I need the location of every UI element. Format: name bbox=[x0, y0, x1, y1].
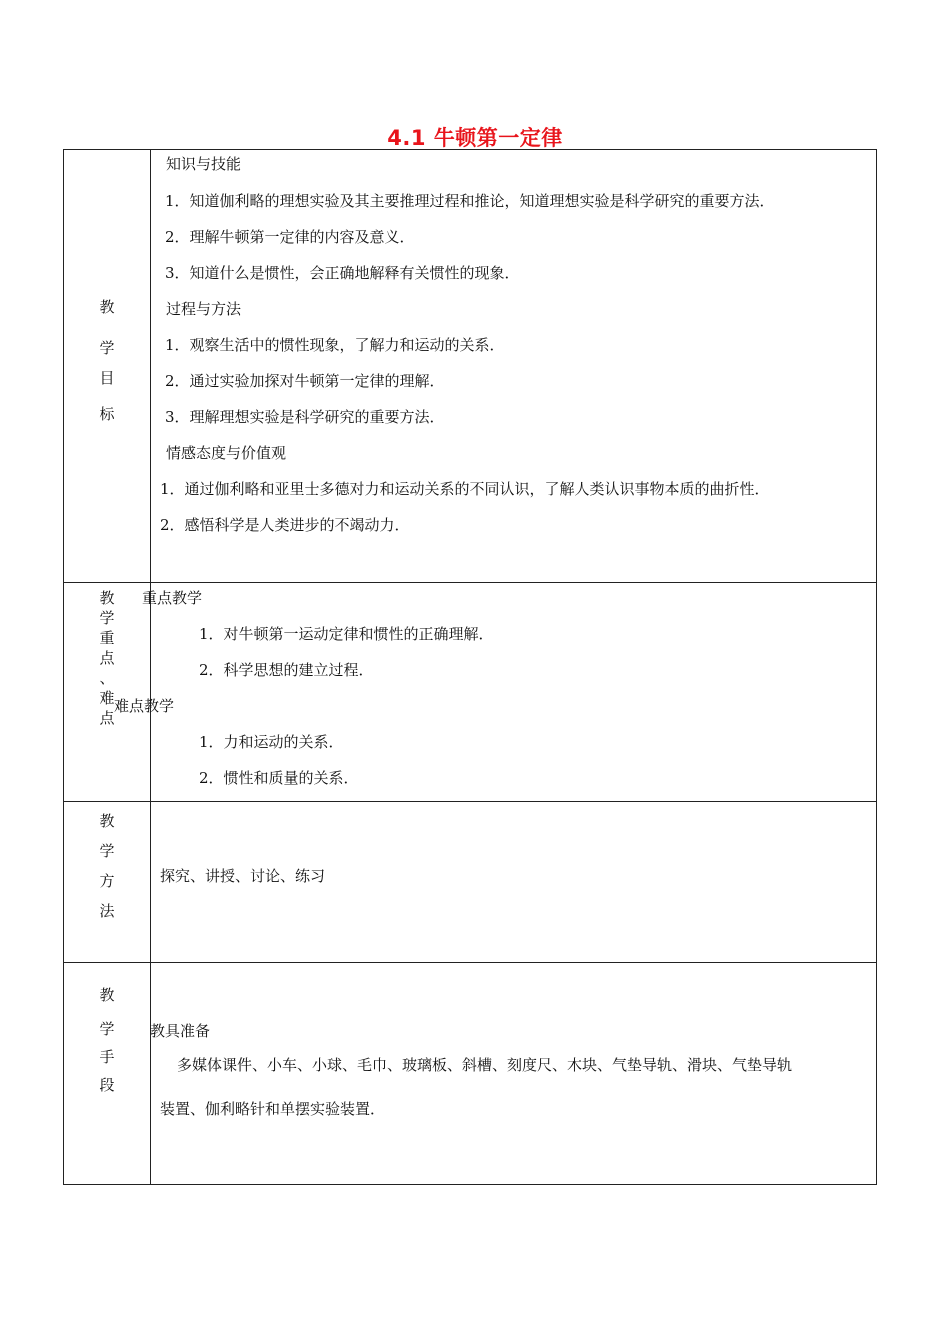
method-row bbox=[64, 801, 876, 963]
emotion-item: 1．通过伽利略和亚里士多德对力和运动关系的不同认识，了解人类认识事物本质的曲折性． bbox=[160, 480, 770, 498]
label-char: 重 bbox=[99, 629, 115, 647]
label-char: 教 bbox=[99, 298, 115, 316]
method-label bbox=[64, 806, 150, 926]
process-item: 3．理解理想实验是科学研究的重要方法． bbox=[165, 408, 445, 426]
label-char: 段 bbox=[99, 1076, 115, 1094]
label-char: 学 bbox=[99, 842, 115, 860]
label-char: 难 bbox=[99, 689, 115, 707]
process-item: 1．观察生活中的惯性现象，了解力和运动的关系． bbox=[165, 336, 505, 354]
label-char: 学 bbox=[99, 1020, 115, 1038]
difficult-heading: 难点教学 bbox=[114, 697, 175, 715]
means-label bbox=[64, 981, 150, 1099]
means-line: 装置、伽利略针和单摆实验装置． bbox=[160, 1100, 386, 1118]
label-char: 教 bbox=[99, 986, 115, 1004]
label-char: 学 bbox=[99, 609, 115, 627]
label-char: 目 bbox=[99, 369, 115, 387]
knowledge-heading: 知识与技能 bbox=[166, 155, 242, 173]
label-char: 点 bbox=[99, 709, 115, 727]
means-row bbox=[64, 962, 876, 1184]
label-char: 手 bbox=[99, 1048, 115, 1066]
lesson-plan-table bbox=[63, 149, 877, 1185]
label-char: 方 bbox=[99, 872, 115, 890]
method-content: 探究、讲授、讨论、练习 bbox=[160, 867, 326, 885]
keypoints-row bbox=[64, 582, 876, 802]
emotion-item: 2．感悟科学是人类进步的不竭动力． bbox=[160, 516, 410, 534]
means-heading: 教具准备 bbox=[150, 1022, 211, 1040]
process-heading: 过程与方法 bbox=[166, 300, 242, 318]
process-item: 2．通过实验加探对牛顿第一定律的理解． bbox=[165, 372, 445, 390]
key-item: 2．科学思想的建立过程． bbox=[199, 661, 374, 679]
label-char: 教 bbox=[99, 589, 115, 607]
knowledge-item: 2．理解牛顿第一定律的内容及意义． bbox=[165, 228, 415, 246]
label-char: 、 bbox=[99, 669, 115, 687]
knowledge-item: 3．知道什么是惯性，会正确地解释有关惯性的现象． bbox=[165, 264, 520, 282]
key-heading: 重点教学 bbox=[142, 589, 203, 607]
emotion-heading: 情感态度与价值观 bbox=[166, 444, 287, 462]
label-char: 点 bbox=[99, 649, 115, 667]
objectives-row bbox=[64, 150, 876, 583]
difficult-item: 2．惯性和质量的关系． bbox=[199, 769, 359, 787]
knowledge-item: 1．知道伽利略的理想实验及其主要推理过程和推论，知道理想实验是科学研究的重要方法． bbox=[165, 192, 775, 210]
document-title: 4.1 牛顿第一定律 bbox=[387, 126, 563, 150]
label-char: 法 bbox=[99, 902, 115, 920]
objectives-label bbox=[64, 292, 150, 429]
label-char: 学 bbox=[99, 339, 115, 357]
difficult-item: 1．力和运动的关系． bbox=[199, 733, 344, 751]
label-char: 标 bbox=[99, 405, 115, 423]
key-item: 1．对牛顿第一运动定律和惯性的正确理解． bbox=[199, 625, 494, 643]
means-line: 多媒体课件、小车、小球、毛巾、玻璃板、斜槽、刻度尺、木块、气垫导轨、滑块、气垫导轨 bbox=[177, 1056, 793, 1074]
label-char: 教 bbox=[99, 812, 115, 830]
